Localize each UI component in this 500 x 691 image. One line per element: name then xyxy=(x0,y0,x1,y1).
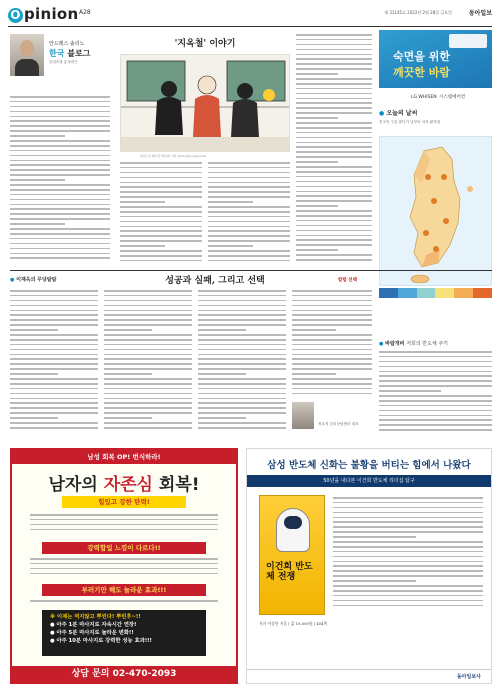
illustration xyxy=(120,54,290,152)
issue-date: 제 31145호 2022년 2월 28일 금요일 xyxy=(384,10,452,15)
author-photo xyxy=(292,402,314,429)
column1-title: '지옥철' 이야기 xyxy=(174,39,236,49)
ad-yellow-banner: 힘있고 강한 탄력! xyxy=(62,496,186,508)
column-name: 한국 블로그 xyxy=(49,48,91,58)
column1-body-part3 xyxy=(208,162,290,266)
aircon-unit-graphic xyxy=(449,34,487,48)
health-ad[interactable] xyxy=(10,448,238,684)
pinwheel-body xyxy=(379,351,492,435)
author-photo xyxy=(10,34,44,76)
book-ad-footer xyxy=(247,669,491,683)
book-description xyxy=(333,497,483,613)
ad-line2: 깨끗한 바람 xyxy=(393,66,450,79)
weather-map xyxy=(379,136,492,286)
korea-map xyxy=(380,137,493,287)
ad-phone[interactable]: 상담 문의 02-470-2093 xyxy=(12,666,236,682)
astronaut-icon xyxy=(276,508,310,552)
column2-author xyxy=(292,402,372,438)
ad-usage-box: ※ 이제는 먹지않고 뿌린다! 뿌린후~!! ● 아주 1분 마사지로 자속시간 연장! ● 아주 5분 마사지로 놀라운 변화!! ● 아주 10분 마사지로 강력한 성능 효과!!! xyxy=(42,610,206,656)
ad-red-banner-2: 부러기만 해도 놀라운 효과!!! xyxy=(42,584,206,596)
column1-body xyxy=(10,96,110,266)
ad-line1: 숙면을 위한 xyxy=(393,50,450,63)
bullet-icon: ● xyxy=(379,341,386,347)
column1-body-part4 xyxy=(296,34,372,266)
illustration-caption: 일러스트레이션 박초희 기자 photo@donga.com xyxy=(140,154,206,158)
author-name: 안드레스 솔리노 xyxy=(49,41,85,47)
column2-label: ● 이재옥의 무당탐탐 xyxy=(10,277,57,283)
column2-header xyxy=(10,270,492,286)
publisher: 동아일보사 xyxy=(456,674,481,680)
column2-body-part3 xyxy=(198,290,286,435)
brand-name: LG WHISEN 시스템에어컨 xyxy=(411,95,466,100)
column-author xyxy=(10,34,115,92)
column2-body-part4 xyxy=(292,290,372,398)
book-ad-band: 50년을 내다본 이건희 반도체 리더십 탐구 xyxy=(247,475,491,487)
lg-whisen-ad[interactable] xyxy=(379,30,492,102)
weather-title: ● 오늘의 날씨 xyxy=(379,110,418,117)
book-price: 저자 이종한 지음 | 값 16,000원 | 404쪽 xyxy=(259,621,328,626)
pinwheel-title: ● 바람개비 저희의 반도체 쿠키 xyxy=(379,341,449,347)
opinion-logo: O pinion xyxy=(8,5,78,23)
author-caption: 정호성 심리상담센터 대표 xyxy=(318,422,359,426)
ad-paragraph-3 xyxy=(30,600,218,608)
book-ad[interactable] xyxy=(246,448,492,684)
pinwheel-column xyxy=(379,340,492,436)
ad-brand-bar xyxy=(379,88,492,102)
bullet-icon: ● xyxy=(10,277,17,283)
column1-body-part2 xyxy=(120,162,202,266)
ad-paragraph-1 xyxy=(30,514,218,536)
book-title: 이건희 반도체 전쟁 xyxy=(266,562,313,582)
bullet-icon: ● xyxy=(379,110,387,117)
column2-title: 성공과 실패, 그리고 선택 xyxy=(165,276,265,286)
paper-name: 동아일보 xyxy=(468,10,492,17)
column2-body-part2 xyxy=(104,290,192,435)
subway-illustration xyxy=(121,55,290,152)
masthead xyxy=(8,5,492,27)
column2-body-part1 xyxy=(10,290,98,435)
column2-tag: 칼럼 선택 xyxy=(338,278,357,283)
ad-paragraph-2 xyxy=(30,558,218,578)
ad-red-banner-1: 강력합입 느낌이 다르다!! xyxy=(42,542,206,554)
ad-top-banner: 남성 회복 OP! 번식하라! xyxy=(12,450,236,464)
page-number: A28 xyxy=(79,9,91,16)
author-title: 롯데호텔 총지배인 xyxy=(49,60,78,64)
weather-summary: 전국이 구름 많다가 낮부터 차차 맑아짐. xyxy=(379,120,442,124)
weather-legend xyxy=(379,288,492,298)
weather-box xyxy=(379,108,492,328)
book-cover xyxy=(259,495,325,615)
book-ad-headline: 삼성 반도체 신화는 불황을 버티는 힘에서 나왔다 xyxy=(267,460,471,471)
ad-headline: 남자의 자존심 회복! xyxy=(48,475,200,495)
